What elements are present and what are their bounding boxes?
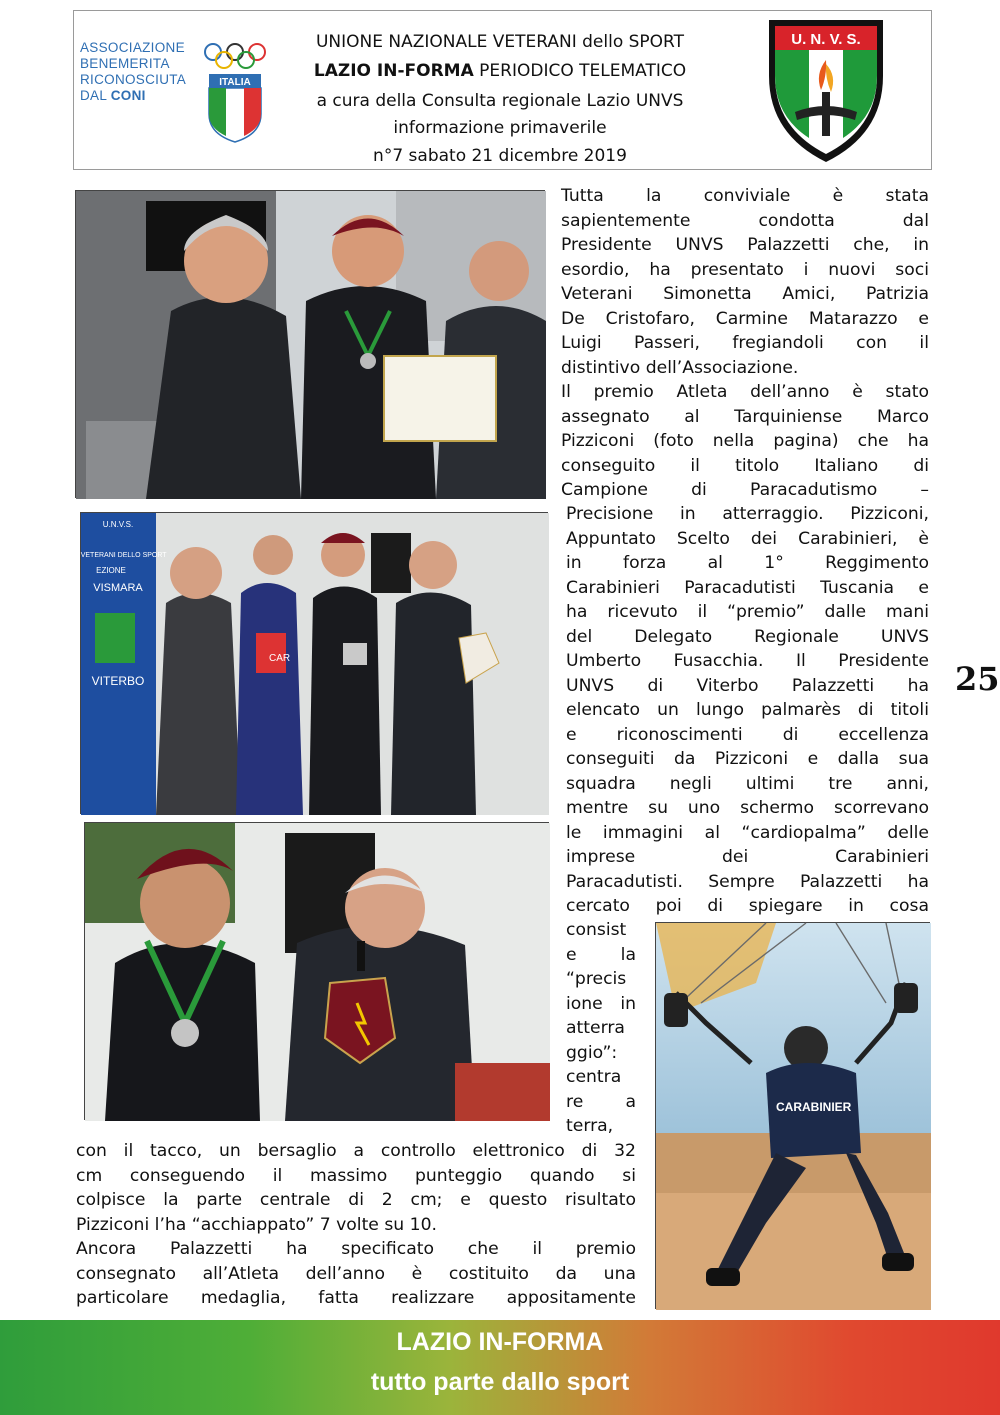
text-line: elencato un lungo palmarès di titoli — [566, 700, 929, 720]
text-line: imprese dei Carabinieri — [566, 847, 929, 867]
text-line: “precis — [566, 969, 627, 989]
banner-line-4: VISMARA — [93, 582, 143, 594]
italia-badge-text: ITALIA — [219, 77, 251, 88]
text-line: Tutta la conviviale è stata — [561, 186, 929, 206]
text-line: particolare medaglia, fatta realizzare appositamente — [76, 1288, 636, 1308]
article-column-top — [561, 184, 929, 503]
footer-subtitle: tutto parte dallo sport — [370, 1368, 630, 1396]
article-column-bottom — [76, 1139, 636, 1311]
text-line: squadra negli ultimi tre anni, — [566, 773, 929, 794]
text-line: Precisione in atterraggio. Pizziconi, — [566, 504, 929, 524]
text-line: consist — [566, 920, 627, 940]
text-line: ggio”: — [566, 1042, 618, 1063]
text-line: Veterani Simonetta Amici, Patrizia — [561, 284, 929, 304]
text-line: le immagini al “cardiopalma” delle — [566, 822, 929, 843]
photo-trophy-handover — [69, 512, 548, 814]
coni-line-4-bold: CONI — [110, 88, 146, 103]
photo-plaque-presentation — [84, 822, 549, 1120]
banner-line-5: VITERBO — [91, 674, 145, 688]
article-narrow-column — [566, 918, 636, 1139]
banner-line-2: NA VETERANI DELLO SPORT — [69, 552, 167, 559]
article-column-middle — [566, 502, 929, 919]
coni-line-4: DAL — [80, 88, 111, 103]
header-magazine-name: LAZIO IN-FORMA — [313, 61, 474, 81]
text-line: Luigi Passeri, fregiandoli con il — [561, 333, 929, 353]
text-line: e riconoscimenti di eccellenza — [566, 724, 929, 745]
text-line: distintivo dell’Associazione. — [561, 357, 799, 378]
text-line: del Delegato Regionale UNVS — [566, 626, 929, 647]
text-line: Campione di Paracadutismo – — [561, 480, 929, 500]
header-line-1: UNIONE NAZIONALE VETERANI dello SPORT — [315, 32, 685, 52]
header-line-2 — [240, 59, 760, 83]
photo-parachutist-landing — [655, 922, 930, 1309]
banner-line-3: EZIONE — [96, 566, 126, 575]
unvs-shield-logo — [765, 16, 887, 166]
text-line: ione in — [566, 993, 636, 1014]
header-issue-date: n°7 sabato 21 dicembre 2019 — [373, 146, 627, 166]
header-line-4: informazione primaverile — [393, 118, 607, 138]
jersey-lettering: CARABINIER — [776, 1100, 852, 1114]
coni-line-3: RICONOSCIUTA — [80, 72, 187, 87]
jacket-lettering: CAR — [269, 653, 291, 664]
text-line: Presidente UNVS Palazzetti che, in — [561, 235, 929, 255]
text-line: con il tacco, un bersaglio a controllo elettronico di 32 — [76, 1141, 636, 1161]
unvs-logo-text: U. N. V. S. — [791, 31, 861, 48]
text-line: mentre su uno schermo scorrevano — [566, 798, 929, 818]
text-line: Il premio Atleta dell’anno è stato — [561, 382, 929, 402]
text-line: assegnato al Tarquiniense Marco — [561, 406, 929, 427]
text-line: esordio, ha presentato i nuovi soci — [561, 259, 929, 280]
text-line: Pizziconi l’ha “acchiappato” 7 volte su 10. — [76, 1214, 437, 1235]
text-line: cm conseguendo il massimo punteggio quando si — [76, 1165, 636, 1186]
text-line: Carabinieri Paracadutisti Tuscania e — [566, 577, 929, 598]
coni-line-1: ASSOCIAZIONE — [80, 40, 185, 55]
text-line: UNVS di Viterbo Palazzetti ha — [566, 675, 929, 696]
text-line: sapientemente condotta dal — [561, 210, 929, 231]
coni-logo-text — [80, 40, 186, 104]
text-line: De Cristofaro, Carmine Matarazzo e — [561, 308, 929, 329]
text-line: centra — [566, 1067, 622, 1087]
text-line: terra, — [566, 1116, 614, 1136]
header-line-3: a cura della Consulta regionale Lazio UNVS — [316, 91, 684, 111]
footer-title: LAZIO IN-FORMA — [396, 1328, 604, 1356]
text-line: Appuntato Scelto dei Carabinieri, è — [566, 528, 929, 549]
text-line: cercato poi di spiegare in cosa — [566, 896, 929, 916]
text-line: Ancora Palazzetti ha specificato che il premio — [76, 1239, 636, 1259]
text-line: ha ricevuto il “premio” dalle mani — [566, 602, 929, 622]
banner-line-1: U.N.V.S. — [102, 520, 134, 529]
text-line: atterra — [566, 1018, 625, 1038]
header-magazine-type: PERIODICO TELEMATICO — [473, 61, 687, 81]
text-line: consegnato all’Atleta dell’anno è costituito da una — [76, 1263, 636, 1284]
photo-award-ceremony — [75, 190, 545, 498]
text-line: re a — [566, 1091, 636, 1112]
text-line: conseguito il titolo Italiano di — [561, 455, 929, 476]
page-number: 25 — [955, 660, 1000, 698]
text-line: Paracadutisti. Sempre Palazzetti ha — [566, 871, 929, 892]
text-line: Pizziconi (foto nella pagina) che ha — [561, 431, 929, 451]
text-line: in forza al 1° Reggimento — [566, 553, 929, 573]
text-line: colpisce la parte centrale di 2 cm; e questo risultato — [76, 1190, 636, 1210]
text-line: conseguiti da Pizziconi e dalla sua — [566, 749, 929, 769]
text-line: Umberto Fusacchia. Il Presidente — [566, 651, 929, 671]
text-line: e la — [566, 944, 636, 965]
coni-line-2: BENEMERITA — [80, 56, 170, 71]
